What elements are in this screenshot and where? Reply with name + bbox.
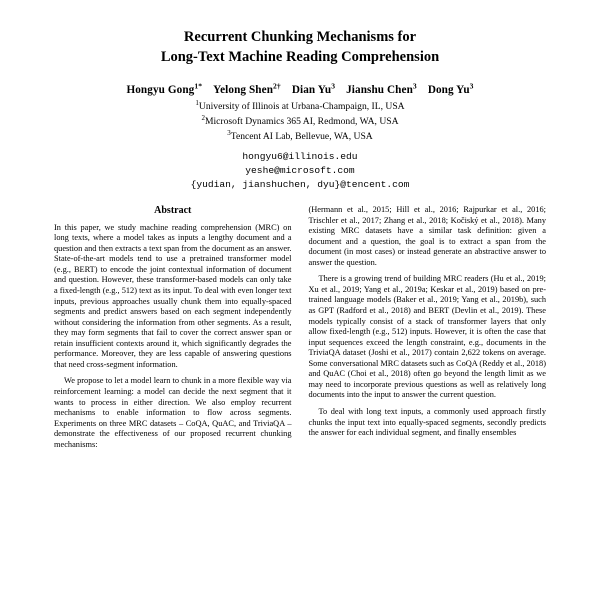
author-entry — [427, 81, 474, 96]
email-list — [54, 150, 546, 192]
intro-paragraph: There is a growing trend of building MRC readers (Hu et al., 2019; Xu et al., 2019; Yang et al., 2019a; Keskar et al., 2019) based on pre-trained language models (Baker et al., 2019; Yang et al., 2019b), such as GPT (Radford et al., 2018) and BERT (Devlin et al., 2019). These models typically consist of a stack of transformer layers that only allow fixed-length (e.g., 512) inputs. However, it is often the case that input sequences exceed the length constraint, e.g., documents in the TriviaQA dataset (Joshi et al., 2017) contain 2,622 tokens on average. Some conversational MRC datasets such as CoQA (Reddy et al., 2018) and QuAC (Choi et al., 2018) often go beyond the length limit as we may need to incorporate previous questions as well as relatively long documents into the input to answer the current question. — [308, 274, 546, 400]
author-entry — [126, 81, 203, 96]
abstract-heading: Abstract — [154, 205, 192, 217]
author-name: Hongyu Gong — [126, 83, 195, 96]
author-affiliation-marker: 2† — [273, 81, 281, 91]
affiliation-text: Microsoft Dynamics 365 AI, Redmond, WA, USA — [204, 115, 399, 127]
affiliation-marker: 2 — [201, 113, 205, 122]
page-title — [54, 28, 546, 67]
email-line: hongyu6@illinois.edu — [242, 151, 358, 163]
intro-paragraph: (Hermann et al., 2015; Hill et al., 2016; Rajpurkar et al., 2016; Trischler et al., 2017; Zhang et al., 2018; Kočiský et al., 2018). Many existing MRC datasets have a similar task definition: given a document and a question, the goal is to extract a span from the document (in most cases) or instead generate an abstractive answer to answer the question. — [308, 205, 546, 267]
author-name: Jianshu Chen — [346, 83, 413, 96]
abstract-paragraph: In this paper, we study machine reading comprehension (MRC) on long texts, where a model takes as inputs a lengthy document and a question and then extracts a text span from the document as an answer. State-of-the-art models tend to use a pretrained transformer model (e.g., BERT) to encode the joint contextual information of document and question. However, these transformer-based models can only take a fixed-length (e.g., 512) text as its input. To deal with even longer text inputs, previous approaches usually chunk them into equally-spaced segments and predict answers based on each segment independently without considering the information from other segments. As a result, they may form segments that fail to cover the correct answer span or retain insufficient contexts around it, which significantly degrades the performance. Moreover, they are less capable of answering questions that need cross-segment information. — [54, 222, 292, 369]
author-affiliation-marker: 1* — [194, 81, 203, 91]
author-name: Dong Yu — [427, 83, 470, 96]
affiliation-marker: 1 — [195, 98, 199, 107]
affiliation-marker: 3 — [227, 128, 231, 137]
title-line-2: Long-Text Machine Reading Comprehension — [160, 48, 440, 65]
title-line-1: Recurrent Chunking Mechanisms for — [183, 29, 417, 45]
author-entry — [291, 81, 336, 96]
affiliation-text: Tencent AI Lab, Bellevue, WA, USA — [230, 130, 373, 142]
body-columns — [54, 205, 546, 456]
intro-paragraph: To deal with long text inputs, a commonly used approach firstly chunks the input text into equally-spaced segments, secondly predicts the answer for each individual segment, and finally ensembles — [308, 406, 546, 438]
author-affiliation-marker: 3 — [412, 81, 417, 91]
author-name: Yelong Shen — [213, 83, 274, 96]
author-list — [54, 81, 546, 96]
abstract-paragraph: We propose to let a model learn to chunk in a more flexible way via reinforcement learning: a model can decide the next segment that it wants to process in either direction. We also employ recurrent mechanisms to enable information to flow across segments. Experiments on three MRC datasets – CoQA, QuAC, and TriviaQA – demonstrate the effectiveness of our proposed recurrent chunking mechanisms: — [54, 376, 292, 449]
affiliation-list — [54, 99, 546, 144]
right-column — [309, 205, 547, 456]
author-affiliation-marker: 3 — [331, 81, 336, 91]
left-column — [54, 205, 292, 456]
author-name: Dian Yu — [291, 83, 332, 96]
affiliation-line — [54, 114, 546, 129]
affiliation-line — [54, 99, 546, 114]
author-entry — [346, 81, 417, 96]
email-line: yeshe@microsoft.com — [245, 165, 355, 177]
email-line: {yudian, jianshuchen, dyu}@tencent.com — [190, 179, 410, 191]
author-affiliation-marker: 3 — [469, 81, 474, 91]
affiliation-text: University of Illinois at Urbana-Champaign, IL, USA — [198, 101, 405, 113]
author-entry — [213, 81, 281, 96]
affiliation-line — [54, 129, 546, 144]
